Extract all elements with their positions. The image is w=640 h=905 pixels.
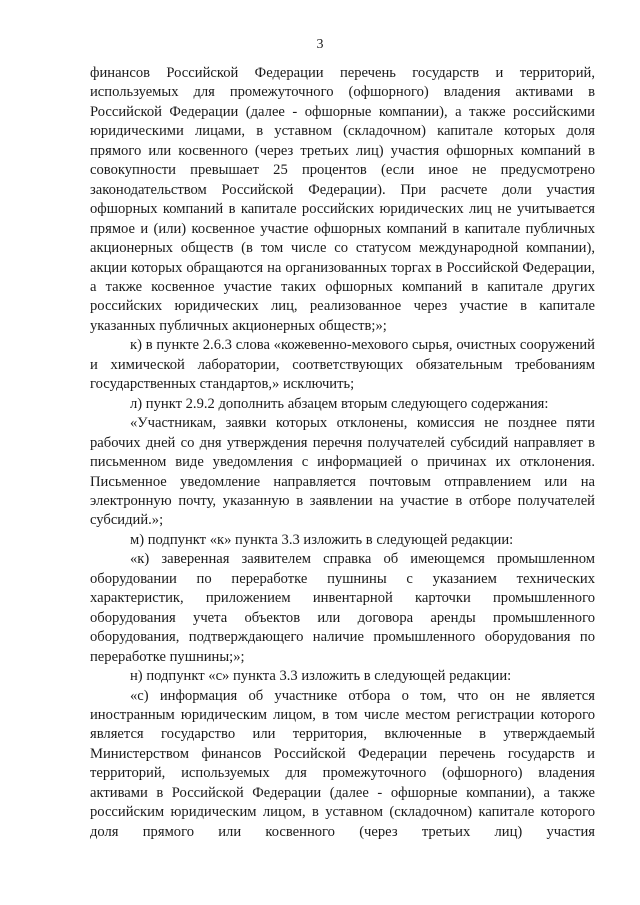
- paragraph-item-n: н) подпункт «с» пункта 3.3 изложить в следующей редакции:: [130, 668, 512, 685]
- paragraph-participants-notice: «Участникам, заявки которых отклонены, комиссия не позднее пяти рабочих дней со дня утверждения перечня получателей субсидий направляет в письменном виде уведомления с информацией о причинах их отклонения. Письменное уведомление направляется почтовым отправлением или на электронную почту, указанную в заявлении на участие в отборе получателей субсидий.»;: [90, 415, 595, 529]
- paragraph-item-k: к) в пункте 2.6.3 слова «кожевенно-мехового сырья, очистных сооружений и химической лаборатории, соответствующих обязательным требованиям государственных стандартов,» исключить;: [90, 337, 595, 393]
- paragraph-item-l: л) пункт 2.9.2 дополнить абзацем вторым следующего содержания:: [130, 395, 549, 412]
- paragraph-item-m: м) подпункт «к» пункта 3.3 изложить в следующей редакции:: [130, 531, 514, 548]
- paragraph-subitem-s-text: «с) информация об участнике отбора о том, что он не является иностранным юридическим лицом, в том числе местом регистрации которого является государство или территория, включенные в утверждаемый Министерством финансов Российской Федерации перечень государств и территорий, используемых для промежуточного (офшорного) владения активами в Российской Федерации (далее - офшорные компании), а также российским юридическим лицом, в уставном (складочном) капитале которого доля прямого или косвенного (через третьих лиц) участия: [90, 687, 595, 840]
- document-body: [90, 64, 595, 842]
- page-number: 3: [316, 37, 324, 52]
- paragraph-subitem-k-text: «к) заверенная заявителем справка об имеющемся промышленном оборудовании по переработке пушнины с указанием технических характеристик, приложением инвентарной карточки промышленного оборудования учета объектов или договора аренды промышленного оборудования, подтверждающего наличие промышленного оборудования по переработке пушнины;»;: [90, 551, 595, 665]
- paragraph-offshore-continuation: финансов Российской Федерации перечень государств и территорий, используемых для промежуточного (офшорного) владения активами в Российской Федерации (далее - офшорные компании), а также российскими юридическими лицами, в уставном (складочном) капитале которых доля прямого или косвенного (через третьих лиц) участия офшорных компаний в совокупности превышает 25 процентов (если иное не предусмотрено законодательством Российской Федерации). При расчете доли участия офшорных компаний в капитале российских юридических лиц не учитывается прямое и (или) косвенное участие офшорных компаний в капитале публичных акционерных обществ (в том числе со статусом международной компании), акции которых обращаются на организованных торгах в Российской Федерации, а также косвенное участие таких офшорных компаний в капитале других российских юридических лиц, реализованное через участие в капитале указанных публичных акционерных обществ;»;: [90, 65, 595, 334]
